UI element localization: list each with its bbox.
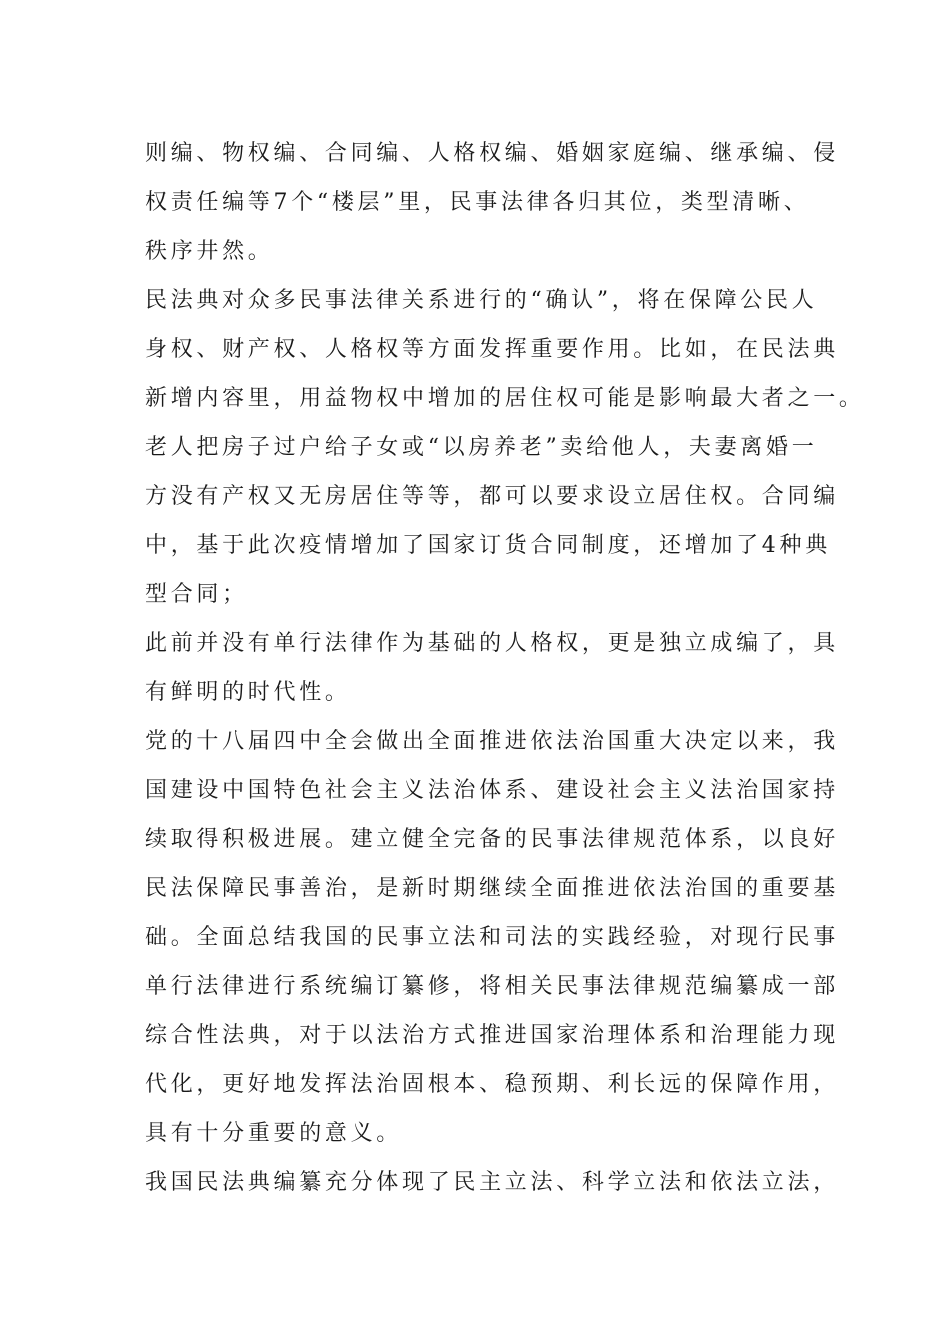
text-line: 民法保障民事善治，是新时期继续全面推进依法治国的重要基 [145,876,839,901]
text-line: 身权、财产权、人格权等方面发挥重要作用。比如，在民法典 [145,337,839,362]
text-line: 型合同； [145,582,248,607]
paragraph [145,619,839,717]
text-line: 我国民法典编纂充分体现了民主立法、科学立法和依法立法， [145,1170,839,1195]
text-line: 单行法律进行系统编订纂修，将相关民事法律规范编纂成一部 [145,974,839,999]
text-line: 秩序井然。 [145,239,274,264]
text-line: 综合性法典，对于以法治方式推进国家治理体系和治理能力现 [145,1023,839,1048]
text-line: 国建设中国特色社会主义法治体系、建设社会主义法治国家持 [145,778,839,803]
text-line: 此前并没有单行法律作为基础的人格权，更是独立成编了，具 [145,631,839,656]
text-line: 民法典对众多民事法律关系进行的“确认”，将在保障公民人 [145,288,818,313]
document-body [145,129,865,1207]
text-line: 方没有产权又无房居住等等，都可以要求设立居住权。合同编 [145,484,839,509]
paragraph [145,717,839,1158]
paragraph [145,1158,839,1207]
text-line: 代化，更好地发挥法治固根本、稳预期、利长远的保障作用， [145,1072,839,1097]
text-line: 具有十分重要的意义。 [145,1121,403,1146]
paragraph [145,129,839,276]
text-line: 础。全面总结我国的民事立法和司法的实践经验，对现行民事 [145,925,839,950]
text-line: 则编、物权编、合同编、人格权编、婚姻家庭编、继承编、侵 [145,141,839,166]
paragraph [145,276,865,619]
text-line: 续取得积极进展。建立健全完备的民事法律规范体系，以良好 [145,827,839,852]
text-line: 权责任编等7个“楼层”里，民事法律各归其位，类型清晰、 [145,190,810,215]
text-line: 有鲜明的时代性。 [145,680,351,705]
text-line: 党的十八届四中全会做出全面推进依法治国重大决定以来，我 [145,729,839,754]
text-line: 中，基于此次疫情增加了国家订货合同制度，还增加了4种典 [145,533,831,558]
text-line: 新增内容里，用益物权中增加的居住权可能是影响最大者之一。 [145,386,865,411]
text-line: 老人把房子过户给子女或“以房养老”卖给他人，夫妻离婚一 [145,435,818,460]
